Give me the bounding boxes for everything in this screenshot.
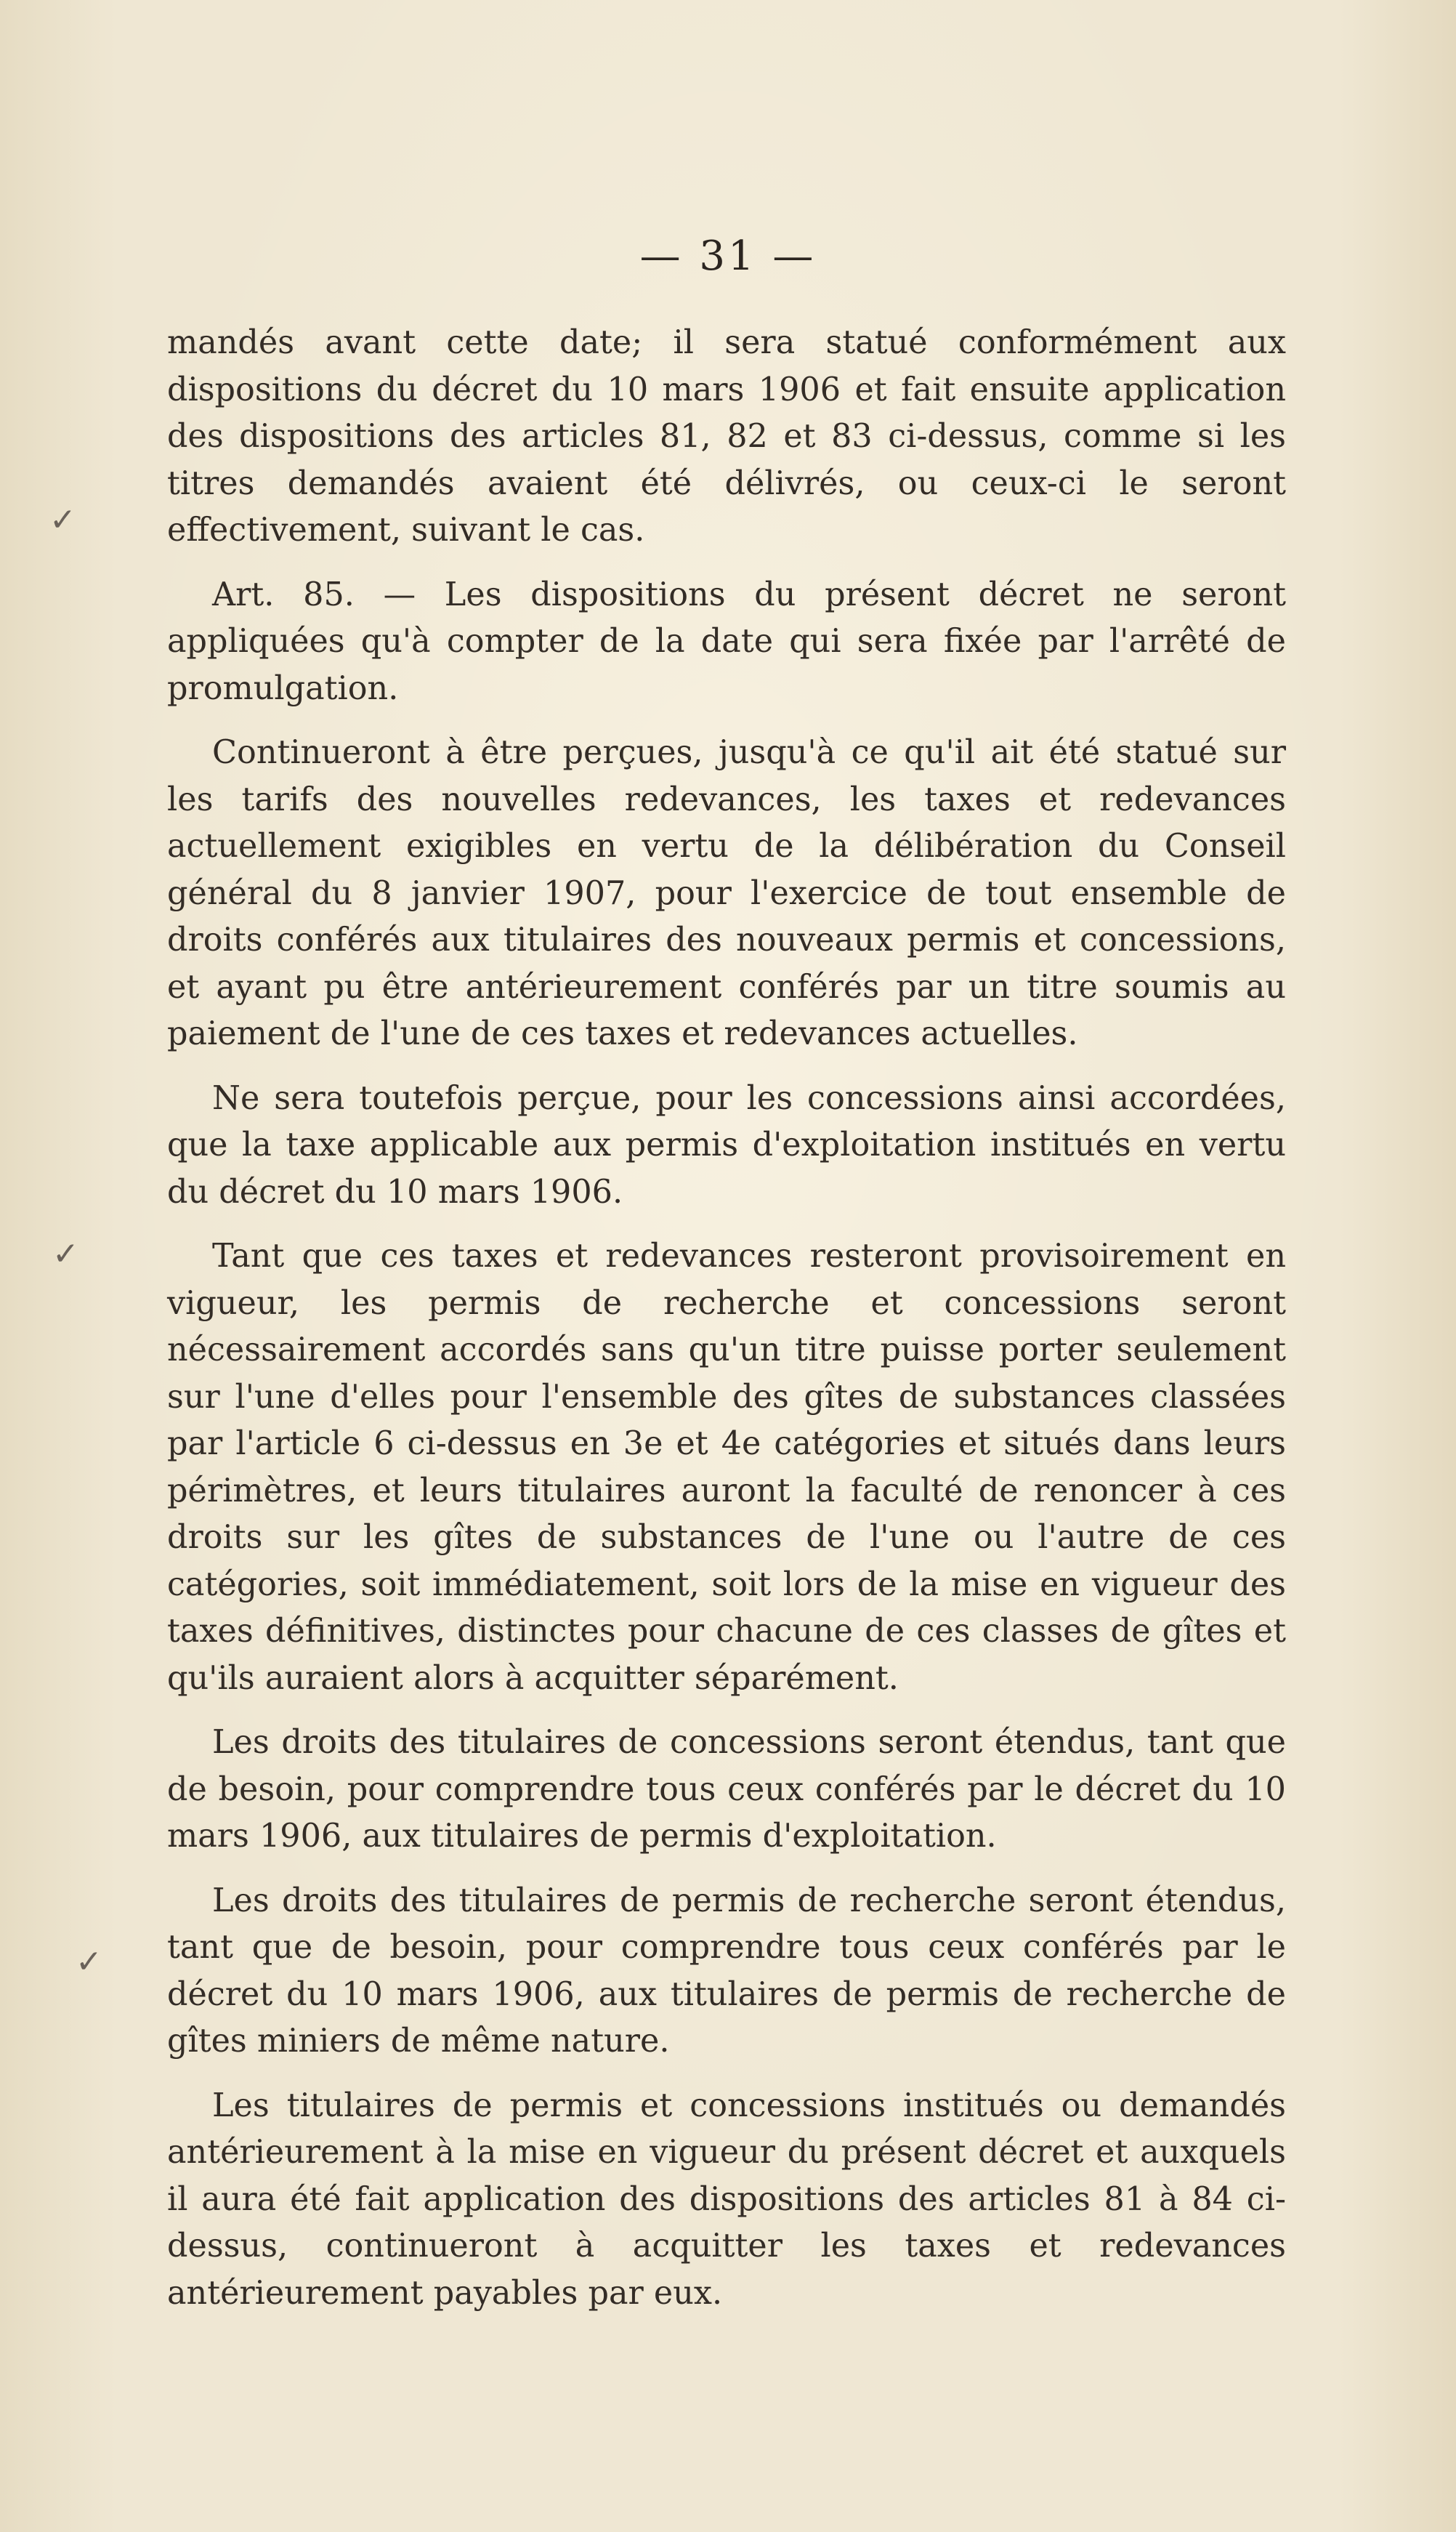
body-text (167, 320, 1286, 2334)
paragraph-taxes: Continueront à être perçues, jusqu'à ce qu'il ait été statué sur les tarifs des nouvelles redevances, les taxes et redevances actuellement exigibles en vertu de la délibération du Conseil général du 8 janvier 1907, pour l'exercice de tout ensemble de droits conférés aux titulaires des nouveaux permis et concessions, et ayant pu être antérieurement conférés par un titre soumis au paiement de l'une de ces taxes et redevances actuelles. (167, 734, 1286, 1052)
paragraph-taxe-applicable: Ne sera toutefois perçue, pour les concessions ainsi accordées, que la taxe applicable aux permis d'exploitation institués en vertu du décret du 10 mars 1906. (167, 1079, 1286, 1211)
paragraph-droits-permis: Les droits des titulaires de permis de recherche seront étendus, tant que de besoin, pour comprendre tous ceux conférés par le décret du 10 mars 1906, aux titulaires de permis de recherche de gîtes miniers de même nature. (167, 1882, 1286, 2060)
pencil-check-icon: ✓ (76, 1943, 102, 1980)
paragraph-continuation: mandés avant cette date; il sera statué conformément aux dispositions du décret du 10 mars 1906 et fait ensuite application des dispositions des articles 81, 82 et 83 ci-dessus, comme si les titres demandés avaient été délivrés, ou ceux-ci le seront effectivement, suivant le cas. (167, 324, 1286, 549)
page-number: — 31 — (639, 233, 817, 280)
paragraph-article-85: Art. 85. — Les dispositions du présent décret ne seront appliquées qu'à compter de la date qui sera fixée par l'arrêté de promulgation. (167, 576, 1286, 707)
paragraph-titulaires: Les titulaires de permis et concessions institués ou demandés antérieurement à la mise en vigueur du présent décret et auxquels il aura été fait application des dispositions des articles 81 à 84 ci-dessus, continueront à acquitter les taxes et redevances antérieurement payables par eux. (167, 2087, 1286, 2312)
paragraph-permis-recherche: Tant que ces taxes et redevances resteront provisoirement en vigueur, les permis de recherche et concessions seront nécessairement accordés sans qu'un titre puisse porter seulement sur l'une d'elles pour l'ensemble des gîtes de substances classées par l'article 6 ci-dessus en 3e et 4e catégories et situés dans leurs périmètres, et leurs titulaires auront la faculté de renoncer à ces droits sur les gîtes de substances de l'une ou l'autre de ces catégories, soit immédiatement, soit lors de la mise en vigueur des taxes définitives, distinctes pour chacune de ces classes de gîtes et qu'ils auraient alors à acquitter séparément. (167, 1238, 1286, 1697)
pencil-check-icon: ✓ (49, 501, 76, 539)
pencil-check-icon: ✓ (52, 1235, 79, 1273)
paragraph-droits-concessions: Les droits des titulaires de concessions seront étendus, tant que de besoin, pour comprendre tous ceux conférés par le décret du 10 mars 1906, aux titulaires de permis d'exploitation. (167, 1724, 1286, 1855)
